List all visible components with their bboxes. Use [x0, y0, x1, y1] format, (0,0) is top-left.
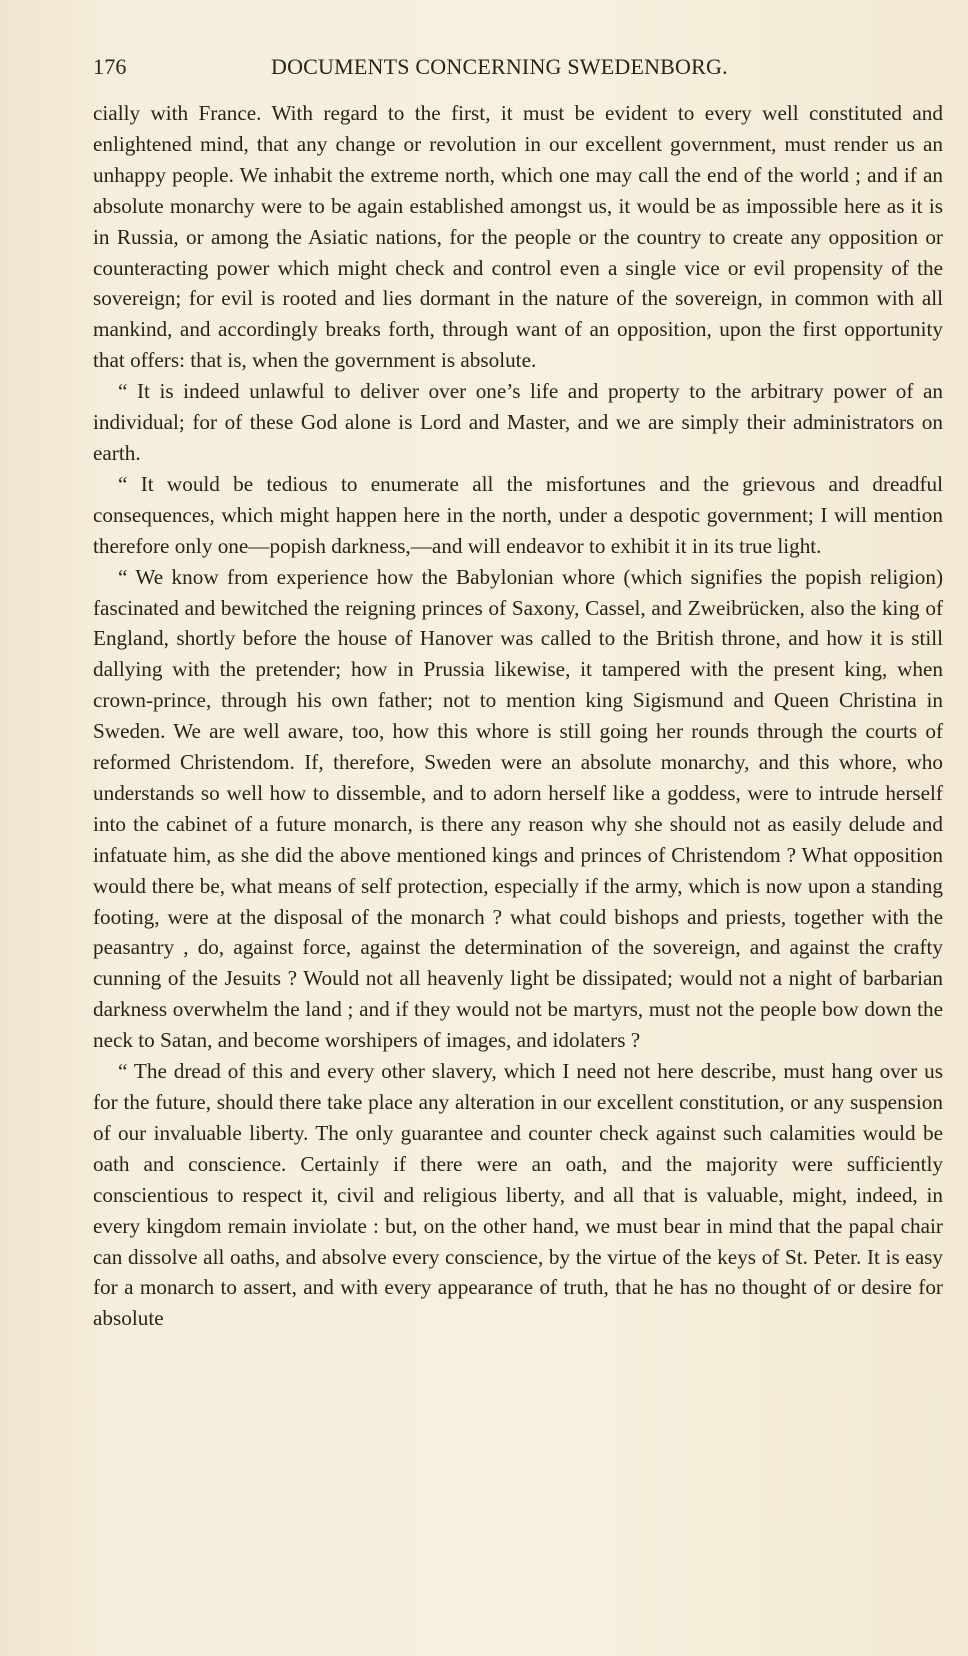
paragraph: “ It would be tedious to enumerate all the misfortunes and the grievous and dreadful consequences, which might happen here in the north, under a despotic government; I will mention therefore only one—popish darkness,—and will endeavor to exhibit it in its true light. [93, 471, 943, 558]
paragraph: “ It is indeed unlawful to deliver over one’s life and property to the arbitrary power of an individual; for of these God alone is Lord and Master, and we are simply their administrators on earth. [93, 379, 943, 465]
paragraph: “ The dread of this and every other slavery, which I need not here describe, must hang over us for the future, should there take place any alteration in our excellent constitution, or any suspension of our invaluable liberty. The only guarantee and counter check against such calamities would be oath and conscience. Certainly if there were an oath, and the majority were sufficiently conscientious to respect it, civil and religious liberty, and all that is valuable, might, indeed, in every kingdom remain inviolate : but, on the other hand, we must bear in mind that the papal chair can dissolve all oaths, and absolve every conscience, by the virtue of the keys of St. Peter. It is easy for a monarch to assert, and with every appearance of truth, that he has no thought of or desire for absolute [93, 1059, 943, 1331]
running-head [93, 54, 943, 86]
running-head-title: DOCUMENTS CONCERNING SWEDENBORG. [271, 54, 728, 79]
paragraph-continued: cially with France. With regard to the first, it must be evident to every well constituted and enlightened mind, that any change or revolution in our excellent government, must render us an unhappy people. We inhabit the extreme north, which one may call the end of the world ; and if an absolute monarchy were to be again established amongst us, it would be as impossible here as it is in Russia, or among the Asiatic nations, for the people or the country to create any opposition or counteracting power which might check and control even a single vice or evil propensity of the sovereign; for evil is rooted and lies dormant in the nature of the sovereign, in common with all mankind, and accordingly breaks forth, through want of an opposition, upon the first opportunity that offers: that is, when the government is absolute. [93, 101, 943, 373]
page-number: 176 [93, 54, 127, 79]
body-text [93, 98, 943, 1334]
paragraph: “ We know from experience how the Babylonian whore (which signifies the popish religion) fascinated and bewitched the reigning princes of Saxony, Cassel, and Zweibrücken, also the king of England, shortly before the house of Hanover was called to the British throne, and how it is still dallying with the pretender; how in Prussia likewise, it tampered with the present king, when crown-prince, through his own father; not to mention king Sigismund and Queen Christina in Sweden. We are well aware, too, how this whore is still going her rounds through the courts of reformed Christendom. If, therefore, Sweden were an absolute monarchy, and this whore, who understands so well how to dissemble, and to adorn herself like a goddess, were to intrude herself into the cabinet of a future monarch, is there any reason why she should not as easily delude and infatuate him, as she did the above mentioned kings and princes of Christendom ? What opposition would there be, what means of self protection, especially if the army, which is now upon a standing footing, were at the disposal of the monarch ? what could bishops and priests, together with the peasantry , do, against force, against the determination of the sovereign, and against the crafty cunning of the Jesuits ? Would not all heavenly light be dissipated; would not a night of barbarian darkness overwhelm the land ; and if they would not be martyrs, must not the people bow down the neck to Satan, and become worshipers of images, and idolaters ? [93, 564, 943, 1053]
